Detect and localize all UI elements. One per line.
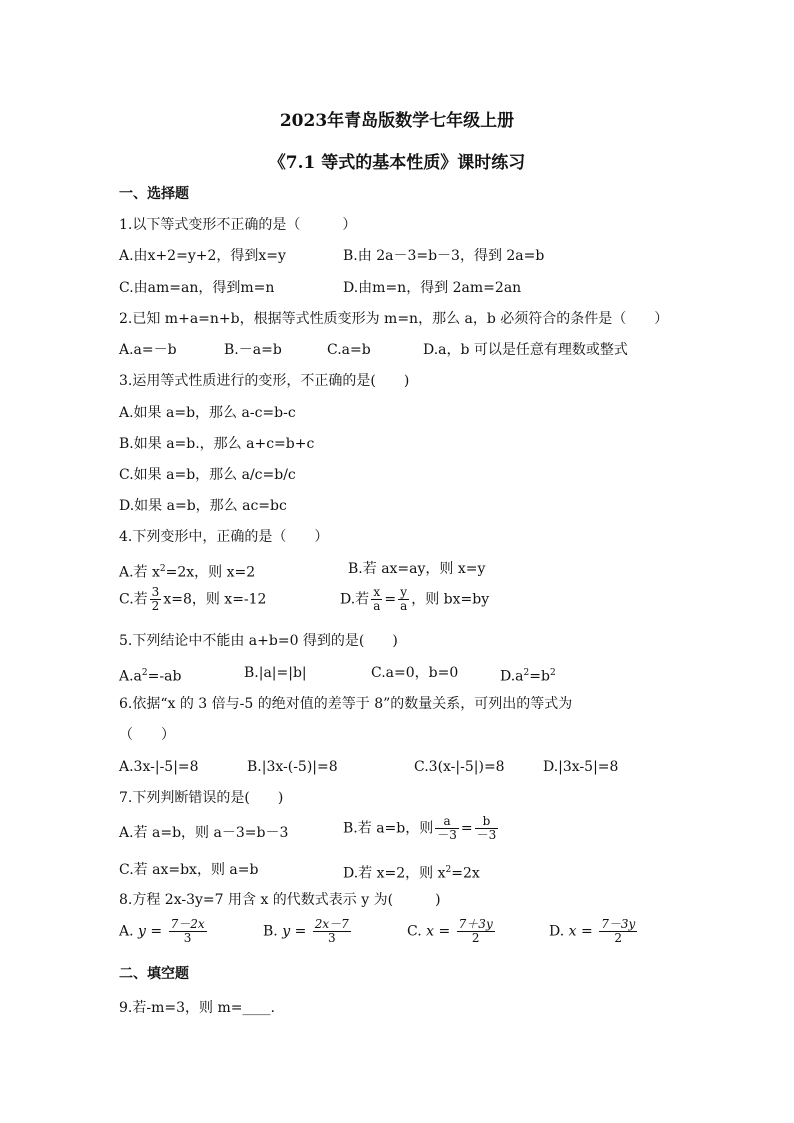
question-6-stem: 6.依据“x 的 3 倍与-5 的绝对值的差等于 8”的数量关系，可列出的等式为 — [119, 696, 573, 712]
question-6-option-a: A.3x-|-5|=8 — [119, 759, 199, 775]
fraction: $\frac{3}{2}$ — [151, 585, 160, 613]
page-title: 2023年青岛版数学七年级上册 — [279, 111, 515, 131]
question-4-option-d: D.若 $\frac{x}{a}$ = $\frac{y}{a}$ ，则 bx=by — [340, 585, 490, 613]
question-7-option-b: B.若 a=b，则 $\frac{a}{-3}$ = $\frac{b}{-3}$ — [343, 814, 497, 842]
question-4-option-b: B.若 ax=ay，则 x=y — [348, 561, 486, 577]
question-2-option-a: A.a=－b — [119, 342, 177, 358]
fraction: $\frac{b}{-3}$ — [476, 814, 497, 842]
question-1-option-b: B.由 2a－3=b－3，得到 2a=b — [343, 248, 545, 264]
question-3-option-a: A.如果 a=b，那么 a-c=b-c — [119, 405, 296, 421]
question-7-option-a: A.若 a=b，则 a－3=b－3 — [119, 825, 289, 841]
question-4-stem: 4.下列变形中，正确的是（ ） — [119, 529, 329, 545]
question-7-option-d: D.若 x=2，则 $x^2=2x$ — [343, 865, 480, 882]
question-6-paren: （ ） — [119, 727, 175, 743]
question-2-option-c: C.a=b — [327, 342, 371, 358]
question-2-option-d: D.a，b 可以是任意有理数或整式 — [423, 342, 628, 358]
fraction: $\frac{a}{-3}$ — [437, 814, 457, 842]
section-heading-choice: 一、选择题 — [119, 186, 189, 202]
question-5-option-d: $D.a^2=b^2$ — [500, 668, 556, 685]
question-8-option-b: B. y = $\frac{2x-7}{3}$ — [263, 917, 349, 945]
question-6-option-b: B.|3x-(-5)|=8 — [247, 759, 338, 775]
fraction: $\frac{y}{a}$ — [400, 585, 408, 613]
question-8-option-a: A. y = $\frac{7-2x}{3}$ — [119, 917, 205, 945]
question-6-option-c: C.3(x-|-5|)=8 — [414, 759, 505, 775]
question-3-stem: 3.运用等式性质进行的变形，不正确的是( ) — [119, 373, 410, 389]
question-5-option-a: $A.a^2=-ab$ — [119, 668, 182, 685]
section-heading-fill-blank: 二、填空题 — [119, 966, 189, 982]
fraction: $\frac{7-3y}{2}$ — [601, 917, 636, 945]
question-4-option-a: A.若 $x^2=2x$，则 x=2 — [119, 564, 256, 581]
fraction: $\frac{7-2x}{3}$ — [170, 917, 205, 945]
question-5-stem: 5.下列结论中不能由 a+b=0 得到的是( ) — [119, 633, 398, 649]
question-3-option-c: C.如果 a=b，那么 a/c=b/c — [119, 467, 296, 483]
question-2-option-b: B.－a=b — [224, 342, 282, 358]
question-7-stem: 7.下列判断错误的是( ) — [119, 790, 284, 806]
fraction: $\frac{7+3y}{2}$ — [458, 917, 493, 945]
question-2-stem: 2.已知 m+a=n+b，根据等式性质变形为 m=n，那么 a，b 必须符合的条件是（ ） — [119, 311, 669, 327]
question-1-option-d: D.由m=n，得到 2am=2an — [343, 280, 522, 296]
question-8-option-c: C. x = $\frac{7+3y}{2}$ — [407, 917, 493, 945]
question-1-option-a: A.由x+2=y+2，得到x=y — [119, 248, 286, 264]
fraction: $\frac{2x-7}{3}$ — [314, 917, 349, 945]
question-5-option-c: C.a=0，b=0 — [371, 665, 459, 681]
question-1-option-c: C.由am=an，得到m=n — [119, 280, 275, 296]
question-8-option-d: D. x = $\frac{7-3y}{2}$ — [549, 917, 636, 945]
question-9-stem: 9.若-m=3，则 m=____. — [119, 1000, 275, 1016]
question-3-option-b: B.如果 a=b.，那么 a+c=b+c — [119, 436, 315, 452]
question-8-stem: 8.方程 2x-3y=7 用含 x 的代数式表示 y 为( ) — [119, 892, 441, 908]
question-4-option-c: C.若 $\frac{3}{2}$ x=8，则 x=-12 — [119, 585, 267, 613]
question-3-option-d: D.如果 a=b，那么 ac=bc — [119, 498, 287, 514]
page-subtitle: 《7.1 等式的基本性质》课时练习 — [268, 153, 526, 173]
question-6-option-d: D.|3x-5|=8 — [543, 759, 619, 775]
question-1-stem: 1.以下等式变形不正确的是（ ） — [119, 217, 357, 233]
fraction: $\frac{x}{a}$ — [373, 585, 381, 613]
question-5-option-b: B.|a|=|b| — [244, 665, 307, 681]
question-7-option-c: C.若 ax=bx，则 a=b — [119, 862, 259, 878]
